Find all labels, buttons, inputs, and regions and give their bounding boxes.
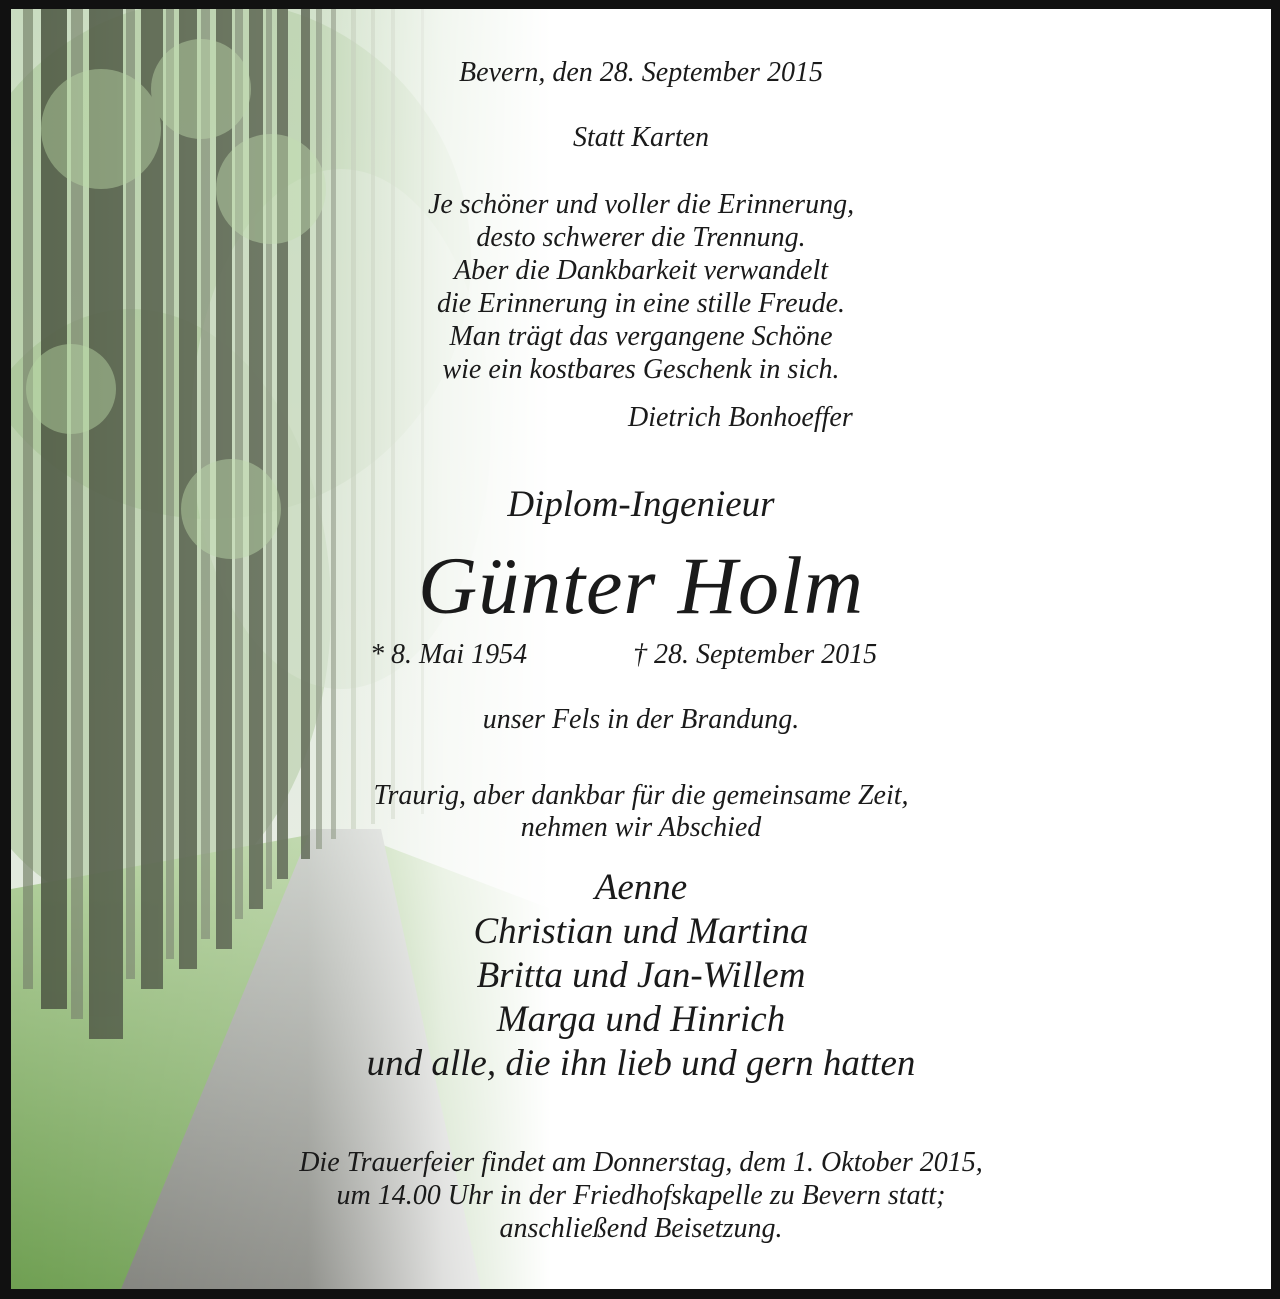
notice-text [11, 9, 1271, 1289]
birth-date: * 8. Mai 1954 [370, 639, 528, 670]
poem-line: die Erinnerung in eine stille Freude. [437, 288, 845, 319]
place-date: Bevern, den 28. September 2015 [459, 57, 823, 88]
death-date: † 28. September 2015 [633, 639, 878, 670]
poem-author: Dietrich Bonhoeffer [628, 402, 853, 433]
funeral-line: anschließend Beisetzung. [499, 1213, 783, 1244]
funeral-line: Die Trauerfeier findet am Donnerstag, dem 1. Oktober 2015, [299, 1147, 983, 1178]
poem-line: desto schwerer die Trennung. [476, 222, 806, 253]
mourning-intro: nehmen wir Abschied [520, 812, 762, 843]
poem-line: Je schöner und voller die Erinnerung, [427, 189, 855, 220]
statt-karten: Statt Karten [572, 122, 710, 153]
mourner-name: Britta und Jan-Willem [476, 955, 806, 996]
mourner-name: Aenne [594, 867, 688, 908]
poem-line: wie ein kostbares Geschenk in sich. [442, 354, 840, 385]
mourner-name: und alle, die ihn lieb und gern hatten [366, 1043, 916, 1084]
funeral-line: um 14.00 Uhr in der Friedhofskapelle zu Bevern statt; [336, 1180, 946, 1211]
deceased-name: Günter Holm [417, 540, 865, 631]
mourner-name: Marga und Hinrich [496, 999, 786, 1040]
poem-line: Man trägt das vergangene Schöne [449, 321, 833, 352]
mourning-intro: Traurig, aber dankbar für die gemeinsame Zeit, [373, 780, 909, 811]
deceased-title: Diplom-Ingenieur [507, 484, 775, 525]
poem-line: Aber die Dankbarkeit verwandelt [453, 255, 829, 286]
mourner-name: Christian und Martina [473, 911, 809, 952]
epithet: unser Fels in der Brandung. [482, 704, 800, 735]
